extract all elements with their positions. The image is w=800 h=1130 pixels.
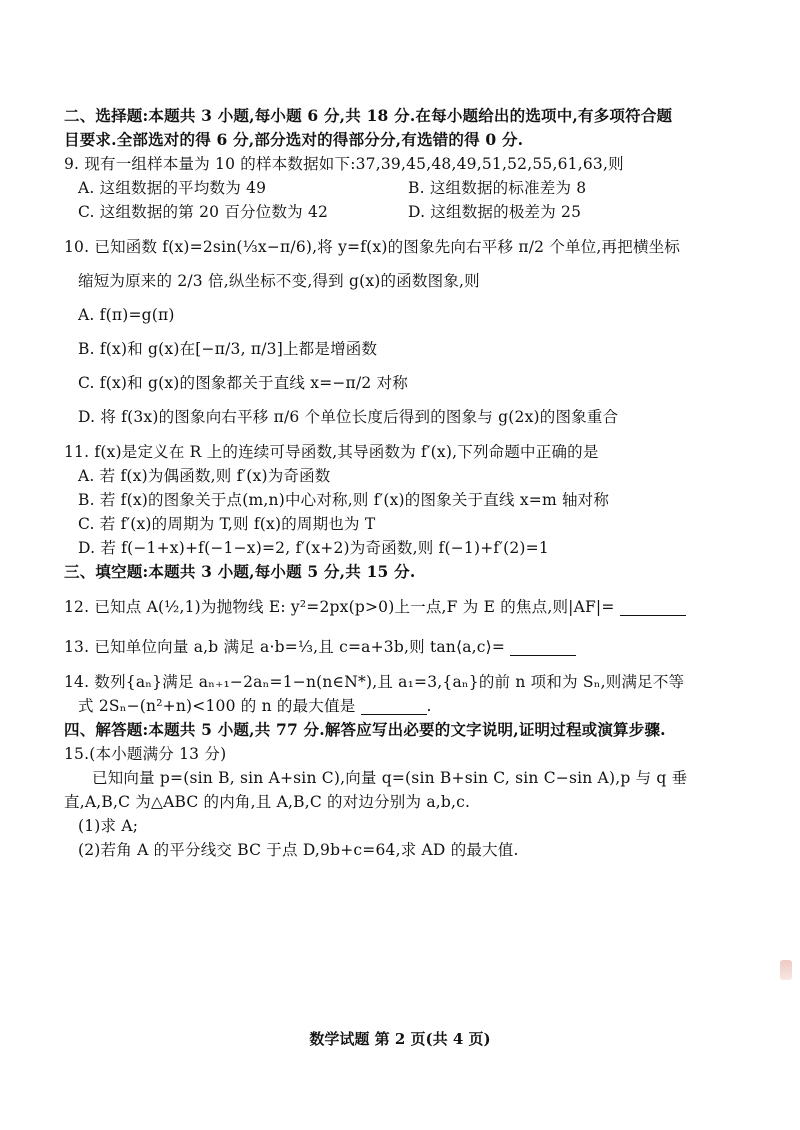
q9-option-c: C. 这组数据的第 20 百分位数为 42 <box>78 203 329 221</box>
q15-line2: 直,A,B,C 为△ABC 的内角,且 A,B,C 的对边分别为 a,b,c. <box>64 793 471 811</box>
q11-option-d: D. 若 f(−1+x)+f(−1−x)=2, f′(x+2)为奇函数,则 f(−1)+f′(2)=1 <box>78 539 549 557</box>
q10-option-b: B. f(x)和 g(x)在[−π/3, π/3]上都是增函数 <box>78 340 378 358</box>
section2-header-line1: 二、选择题:本题共 3 小题,每小题 6 分,共 18 分.在每小题给出的选项中,有多项符合题 <box>64 106 673 125</box>
edge-stamp-mark <box>780 960 792 980</box>
q12-text: 12. 已知点 A(½,1)为抛物线 E: y²=2px(p>0)上一点,F 为 E 的焦点,则|AF|= <box>64 598 615 616</box>
q15-part1: (1)求 A; <box>78 817 139 835</box>
q15-part2: (2)若角 A 的平分线交 BC 于点 D,9b+c=64,求 AD 的最大值. <box>78 841 519 859</box>
section4-header: 四、解答题:本题共 5 小题,共 77 分.解答应写出必要的文字说明,证明过程或演算步骤. <box>64 720 666 739</box>
q12-answer-blank[interactable] <box>620 601 686 616</box>
q15-line1: 已知向量 p=(sin B, sin A+sin C),向量 q=(sin B+sin C, sin C−sin A),p 与 q 垂 <box>92 769 688 787</box>
q15-title: 15.(本小题满分 13 分) <box>64 745 227 763</box>
q13 <box>64 630 744 664</box>
exam-content <box>64 104 744 862</box>
q9-options-row2 <box>64 200 744 224</box>
q10-stem-line2: 缩短为原来的 2/3 倍,纵坐标不变,得到 g(x)的函数图象,则 <box>78 272 480 290</box>
q9-stem: 9. 现有一组样本量为 10 的样本数据如下:37,39,45,48,49,51,52,55,61,63,则 <box>64 155 624 173</box>
q11-option-a: A. 若 f(x)为偶函数,则 f′(x)为奇函数 <box>78 467 331 485</box>
q14-line2: 式 2Sₙ−(n²+n)<100 的 n 的最大值是 . <box>78 697 432 715</box>
q12 <box>64 590 744 624</box>
q10-option-a: A. f(π)=g(π) <box>78 306 175 324</box>
q11-stem: 11. f(x)是定义在 R 上的连续可导函数,其导函数为 f′(x),下列命题中正确的是 <box>64 443 599 461</box>
q9-option-a: A. 这组数据的平均数为 49 <box>78 179 267 197</box>
q13-text: 13. 已知单位向量 a,b 满足 a·b=⅓,且 c=a+3b,则 tan⟨a,c⟩= <box>64 638 506 656</box>
q9-option-d: D. 这组数据的极差为 25 <box>408 203 582 221</box>
q9-options-row1 <box>64 176 744 200</box>
q9-option-b: B. 这组数据的标准差为 8 <box>408 179 587 197</box>
q14-answer-blank[interactable] <box>361 700 427 715</box>
q10-option-d: D. 将 f(3x)的图象向右平移 π/6 个单位长度后得到的图象与 g(2x)的图象重合 <box>78 408 619 426</box>
q14-line2-text: 式 2Sₙ−(n²+n)<100 的 n 的最大值是 <box>78 697 356 715</box>
q14-line1: 14. 数列{aₙ}满足 aₙ₊₁−2aₙ=1−n(n∈N*),且 a₁=3,{aₙ}的前 n 项和为 Sₙ,则满足不等 <box>64 673 685 691</box>
q11-option-b: B. 若 f(x)的图象关于点(m,n)中心对称,则 f′(x)的图象关于直线 x=m 轴对称 <box>78 491 610 509</box>
q10-option-c: C. f(x)和 g(x)的图象都关于直线 x=−π/2 对称 <box>78 374 408 392</box>
page-footer: 数学试题 第 2 页(共 4 页) <box>309 1030 491 1048</box>
section2-header-line2: 目要求.全部选对的得 6 分,部分选对的得部分分,有选错的得 0 分. <box>64 130 524 149</box>
q10-stem-line1: 10. 已知函数 f(x)=2sin(⅓x−π/6),将 y=f(x)的图象先向右平移 π/2 个单位,再把横坐标 <box>64 238 681 256</box>
q11-option-c: C. 若 f′(x)的周期为 T,则 f(x)的周期也为 T <box>78 515 376 533</box>
q13-answer-blank[interactable] <box>510 641 576 656</box>
section3-header: 三、填空题:本题共 3 小题,每小题 5 分,共 15 分. <box>64 562 416 581</box>
